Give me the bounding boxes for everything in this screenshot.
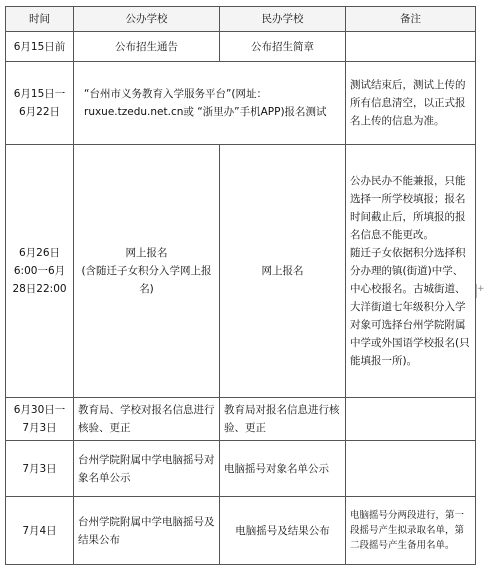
header-time: 时间 [6, 7, 74, 32]
note-cell: 公办民办不能兼报，只能选择一所学校填报；报名时间截止后，所填报的报名信息不能更改。 随迁子女依据积分选择积分办理的镇(街道)中学、中心校报名。古城街道、大洋街道七年级积分入学对象可选择台州学院附属中学或外国语学校报名(只能填报一所)。 [346, 145, 476, 398]
table-row [6, 32, 476, 62]
table-row [6, 62, 476, 145]
note-cell: 电脑摇号分两段进行，第一段摇号产生拟录取名单，第二段摇号产生备用名单。 [346, 497, 476, 565]
table-row [6, 497, 476, 565]
time-cell: 6月15日前 [6, 32, 74, 62]
note-cell [346, 441, 476, 497]
public-cell: 台州学院附属中学电脑摇号及结果公布 [74, 497, 220, 565]
table-header-row [6, 7, 476, 32]
table-row [6, 441, 476, 497]
time-cell: 6月15日一 6月22日 [6, 62, 74, 145]
side-marker: + [476, 284, 481, 298]
public-cell: 公布招生通告 [74, 32, 220, 62]
private-cell: 电脑摇号对象名单公示 [220, 441, 346, 497]
private-cell: 公布招生简章 [220, 32, 346, 62]
note-cell [346, 32, 476, 62]
note-cell [346, 398, 476, 441]
public-cell: 网上报名 (含随迁子女积分入学网上报名) [74, 145, 220, 398]
time-cell: 7月4日 [6, 497, 74, 565]
header-private-school: 民办学校 [220, 7, 346, 32]
private-cell: 电脑摇号及结果公布 [220, 497, 346, 565]
private-cell: 教育局对报名信息进行核验、更正 [220, 398, 346, 441]
private-cell: 网上报名 [220, 145, 346, 398]
table-row [6, 145, 476, 398]
time-cell: 6月30日一 7月3日 [6, 398, 74, 441]
note-cell: 测试结束后，测试上传的所有信息清空，以正式报名上传的信息为准。 [346, 62, 476, 145]
header-notes: 备注 [346, 7, 476, 32]
header-public-school: 公办学校 [74, 7, 220, 32]
table-row [6, 398, 476, 441]
public-cell: 教育局、学校对报名信息进行核验、更正 [74, 398, 220, 441]
schedule-table [5, 6, 476, 565]
time-cell: 7月3日 [6, 441, 74, 497]
time-cell: 6月26日 6:00一6月 28日22:00 [6, 145, 74, 398]
public-cell: 台州学院附属中学电脑摇号对象名单公示 [74, 441, 220, 497]
merged-school-cell: “台州市义务教育入学服务平台”(网址：ruxue.tzedu.net.cn或 “浙里办”手机APP)报名测试 [74, 62, 346, 145]
